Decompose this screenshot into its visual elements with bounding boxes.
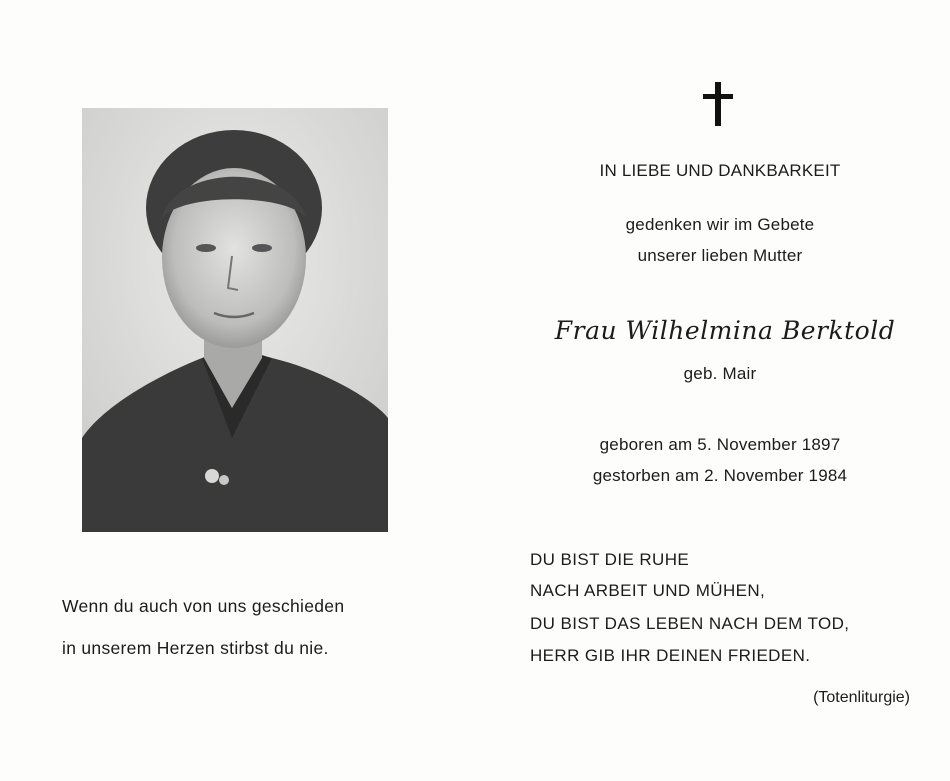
prayer-line-4: HERR GIB IHR DEINEN FRIEDEN. xyxy=(530,646,811,665)
maiden-name: geb. Mair xyxy=(683,364,757,383)
portrait-illustration xyxy=(82,108,388,532)
dedication-title: IN LIEBE UND DANKBARKEIT xyxy=(599,161,841,180)
dedication-line-2: unserer lieben Mutter xyxy=(637,246,803,265)
left-verse-line-2: in unserem Herzen stirbst du nie. xyxy=(62,638,329,658)
prayer-line-1: DU BIST DIE RUHE xyxy=(530,550,690,569)
deceased-name: Frau Wilhelmina Berktold xyxy=(554,316,896,345)
death-date: gestorben am 2. November 1984 xyxy=(592,466,848,485)
portrait-photo xyxy=(82,108,388,532)
prayer-source: (Totenliturgie) xyxy=(813,689,910,706)
dedication-line-1: gedenken wir im Gebete xyxy=(625,215,815,234)
left-verse-line-1: Wenn du auch von uns geschieden xyxy=(62,596,345,616)
prayer-line-3: DU BIST DAS LEBEN NACH DEM TOD, xyxy=(530,614,850,633)
latin-cross-icon xyxy=(700,80,736,128)
birth-date: geboren am 5. November 1897 xyxy=(599,435,841,454)
prayer-line-2: NACH ARBEIT UND MÜHEN, xyxy=(530,581,766,600)
